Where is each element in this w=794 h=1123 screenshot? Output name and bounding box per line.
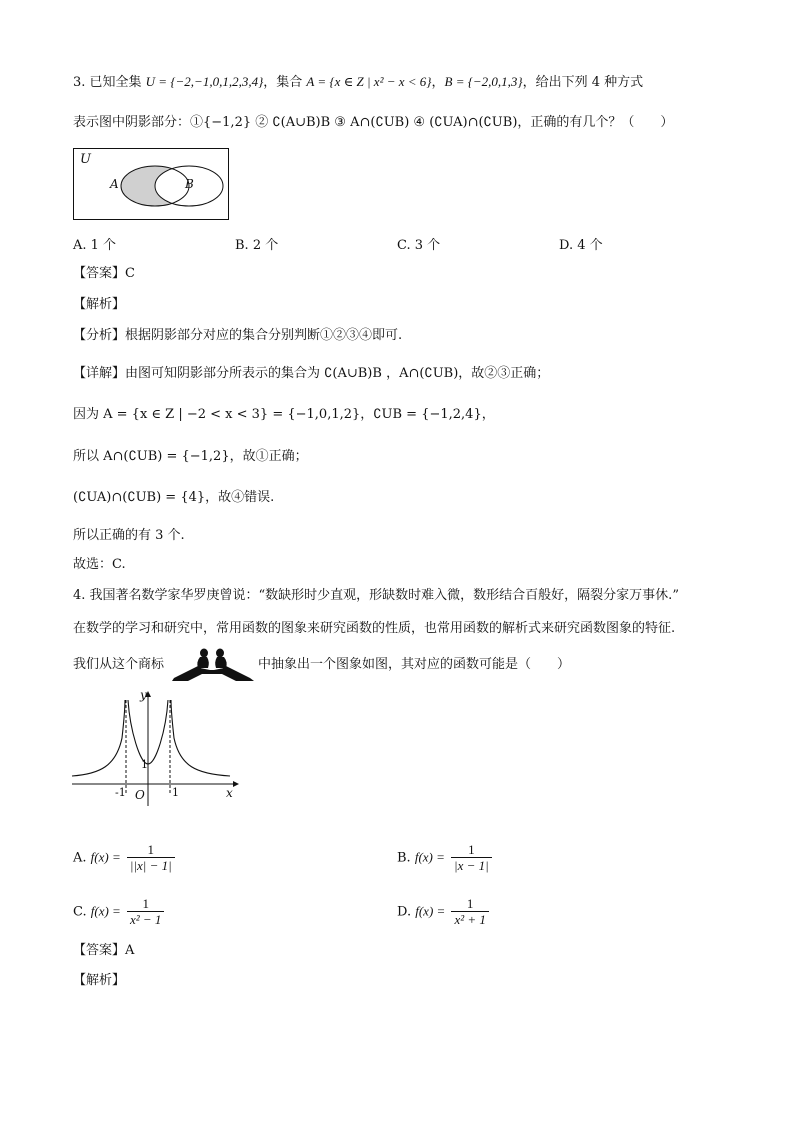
q4-option-a[interactable] <box>73 842 177 874</box>
fraction-numerator: 1 <box>127 842 175 858</box>
q3-choice: 故选：C. <box>73 557 126 572</box>
curve-outer-right <box>171 700 230 776</box>
q4-option-d-fraction <box>451 896 488 928</box>
q4-option-c-letter: C. <box>73 904 87 920</box>
q4-answer: 【答案】A <box>73 943 135 958</box>
q3-option-c[interactable]: C. 3 个 <box>397 238 441 253</box>
q4-option-a-fraction <box>127 842 175 874</box>
venn-label-b: B <box>185 177 194 191</box>
q3-solution-line3: (∁UA)∩(∁UB) = {4}，故④错误. <box>73 490 275 505</box>
q4-option-d[interactable] <box>397 896 491 928</box>
graph-one-label: 1 <box>172 786 179 799</box>
q4-stem-line1: 4. 我国著名数学家华罗庚曾说：“数缺形时少直观，形缺数时难入微，数形结合百般好，隔裂分家万事休.” <box>73 588 679 603</box>
graph-y-label: y <box>140 688 147 702</box>
graph-x-label: x <box>226 786 233 800</box>
q4-stem-line2: 在数学的学习和研究中，常用函数的图象来研究函数的性质，也常用函数的解析式来研究函数图象的特征. <box>73 621 676 636</box>
venn-label-u: U <box>80 152 91 167</box>
function-graph <box>70 690 240 810</box>
q3-solution-line1: 因为 A = {x ∈ Z | −2 < x < 3} = {−1,0,1,2}，∁UB = {−1,2,4}， <box>73 407 495 422</box>
q4-analysis-title: 【解析】 <box>73 973 126 988</box>
q4-option-b-letter: B. <box>397 850 411 866</box>
q3-stem-line1 <box>73 73 643 92</box>
q3-stem-text: 3. 已知全集 <box>73 75 146 90</box>
fraction-numerator: 1 <box>127 896 164 912</box>
q4-option-b[interactable] <box>397 842 494 874</box>
q4-stem-text: 我们从这个商标 <box>73 657 165 672</box>
q3-option-d[interactable]: D. 4 个 <box>559 238 603 253</box>
q4-option-c-fraction <box>127 896 164 928</box>
fraction-denominator: x² + 1 <box>454 912 486 927</box>
q3-analysis-title: 【解析】 <box>73 297 126 312</box>
fraction-numerator: 1 <box>451 896 488 912</box>
set-b-definition: B = {−2,0,1,3} <box>444 74 523 89</box>
q4-option-c-lhs: f(x) = <box>90 903 121 919</box>
q4-option-b-lhs: f(x) = <box>414 849 445 865</box>
q4-stem-line3-end: 中抽象出一个图象如图，其对应的函数可能是（ ） <box>258 657 571 672</box>
q3-stem-text: ， <box>431 75 445 90</box>
q3-solution-line2: 所以 A∩(∁UB) = {−1,2}，故①正确； <box>73 449 308 464</box>
fraction-denominator: x² − 1 <box>129 912 162 927</box>
q4-option-d-letter: D. <box>397 904 412 920</box>
q3-answer: 【答案】C <box>73 266 135 281</box>
trademark-silhouette <box>170 648 256 682</box>
q4-option-b-fraction <box>451 842 492 874</box>
set-a-definition: A = {x ∈ Z | x² − x < 6} <box>306 74 432 89</box>
q4-option-d-lhs: f(x) = <box>415 903 446 919</box>
q3-stem-text: ，集合 <box>263 75 307 90</box>
fraction-denominator: |x − 1| <box>454 858 489 873</box>
q3-stem-text: ，给出下列 4 种方式 <box>522 75 644 90</box>
q3-option-a[interactable]: A. 1 个 <box>73 238 117 253</box>
graph-origin-label: O <box>135 788 145 802</box>
universal-set: U = {−2,−1,0,1,2,3,4} <box>145 74 264 89</box>
curve-outer-left <box>72 700 125 776</box>
venn-svg <box>74 149 230 221</box>
q3-stem-line2: 表示图中阴影部分：①{−1,2} ② ∁(A∪B)B ③ A∩(∁UB) ④ (∁UA)∩(∁UB)，正确的有几个？（ ） <box>73 115 674 130</box>
venn-diagram <box>73 148 229 220</box>
q4-option-a-lhs: f(x) = <box>90 849 121 865</box>
q3-option-b[interactable]: B. 2 个 <box>235 238 279 253</box>
q4-option-c[interactable] <box>73 896 166 928</box>
venn-label-a: A <box>110 177 119 191</box>
fraction-numerator: 1 <box>451 842 492 858</box>
graph-y-one-label: 1 <box>141 758 148 771</box>
x-axis-arrow <box>233 781 239 787</box>
trademark-logo <box>170 648 256 682</box>
graph-neg-one-label: -1 <box>115 786 126 799</box>
fraction-denominator: ||x| − 1| <box>129 858 172 873</box>
q4-stem-line3 <box>73 656 164 674</box>
q3-fenxi: 【分析】根据阴影部分对应的集合分别判断①②③④即可. <box>73 328 403 343</box>
q4-option-a-letter: A. <box>73 850 87 866</box>
q3-solution-line4: 所以正确的有 3 个. <box>73 528 185 543</box>
graph-svg <box>70 690 240 810</box>
q3-xiangjie: 【详解】由图可知阴影部分所表示的集合为 ∁(A∪B)B ，A∩(∁UB)，故②③正确； <box>73 366 550 381</box>
